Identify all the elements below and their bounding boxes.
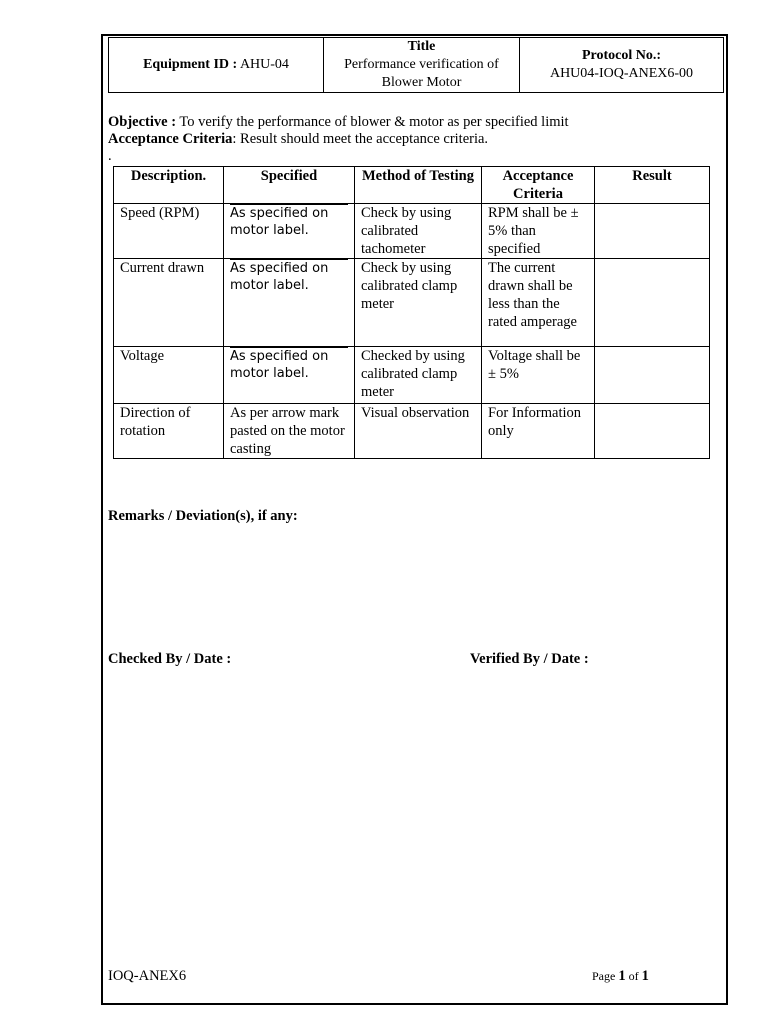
equipment-value: AHU-04 bbox=[239, 57, 289, 72]
protocol-value: AHU04-IOQ-ANEX6-00 bbox=[549, 66, 694, 81]
page-total: 1 bbox=[641, 968, 649, 984]
verification-table bbox=[113, 166, 710, 459]
page-current: 1 bbox=[618, 968, 626, 984]
result-cell bbox=[595, 259, 710, 347]
table-row bbox=[114, 259, 710, 347]
footer-doc-code: IOQ-ANEX6 bbox=[108, 968, 187, 984]
specified-cell bbox=[224, 347, 355, 404]
col-header: Result bbox=[595, 167, 710, 204]
method-cell: Checked by using calibrated clamp meter bbox=[355, 347, 482, 404]
col-header: Specified bbox=[224, 167, 355, 204]
criteria-line bbox=[108, 131, 718, 148]
specified-text: As specified on motor label. bbox=[230, 347, 348, 382]
result-cell bbox=[595, 204, 710, 259]
specified-text: As specified on motor label. bbox=[230, 204, 348, 239]
criteria-cell: RPM shall be ± 5% than specified bbox=[482, 204, 595, 259]
stray-dot: . bbox=[108, 148, 112, 164]
table-row bbox=[114, 204, 710, 259]
verified-by-label: Verified By / Date : bbox=[470, 651, 589, 667]
table-row bbox=[114, 404, 710, 459]
specified-text: As specified on motor label. bbox=[230, 259, 348, 294]
objective-line bbox=[108, 114, 718, 131]
specified-cell bbox=[224, 259, 355, 347]
page-number bbox=[592, 968, 649, 985]
specified-cell bbox=[224, 204, 355, 259]
remarks-label: Remarks / Deviation(s), if any: bbox=[108, 508, 298, 524]
title-value: Performance verification of Blower Motor bbox=[344, 57, 499, 90]
description-cell: Direction of rotation bbox=[114, 404, 224, 459]
title-cell bbox=[324, 38, 520, 93]
description-cell: Current drawn bbox=[114, 259, 224, 347]
checked-by-label: Checked By / Date : bbox=[108, 651, 232, 667]
method-cell: Visual observation bbox=[355, 404, 482, 459]
method-cell: Check by using calibrated tachometer bbox=[355, 204, 482, 259]
page-word: Page bbox=[592, 969, 616, 983]
criteria-label: Acceptance Criteria bbox=[108, 131, 233, 147]
equipment-label: Equipment ID : bbox=[143, 57, 238, 72]
title-label: Title bbox=[407, 39, 436, 54]
protocol-label: Protocol No.: bbox=[581, 48, 662, 63]
result-cell bbox=[595, 404, 710, 459]
objective-label: Objective : bbox=[108, 114, 177, 130]
result-cell bbox=[595, 347, 710, 404]
description-cell: Speed (RPM) bbox=[114, 204, 224, 259]
header-table bbox=[108, 37, 724, 93]
objective-section bbox=[108, 114, 718, 165]
page-of: of bbox=[628, 969, 639, 983]
equipment-cell bbox=[109, 38, 324, 93]
criteria-text: : Result should meet the acceptance criteria. bbox=[232, 131, 489, 147]
col-header: Acceptance Criteria bbox=[482, 167, 595, 204]
criteria-cell: Voltage shall be ± 5% bbox=[482, 347, 595, 404]
objective-text: To verify the performance of blower & motor as per specified limit bbox=[179, 114, 569, 130]
table-row bbox=[114, 347, 710, 404]
method-cell: Check by using calibrated clamp meter bbox=[355, 259, 482, 347]
description-cell: Voltage bbox=[114, 347, 224, 404]
criteria-cell: For Information only bbox=[482, 404, 595, 459]
criteria-cell: The current drawn shall be less than the rated amperage bbox=[482, 259, 595, 347]
table-header-row bbox=[114, 167, 710, 204]
col-header: Description. bbox=[114, 167, 224, 204]
protocol-cell bbox=[520, 38, 724, 93]
specified-cell: As per arrow mark pasted on the motor casting bbox=[224, 404, 355, 459]
col-header: Method of Testing bbox=[355, 167, 482, 204]
